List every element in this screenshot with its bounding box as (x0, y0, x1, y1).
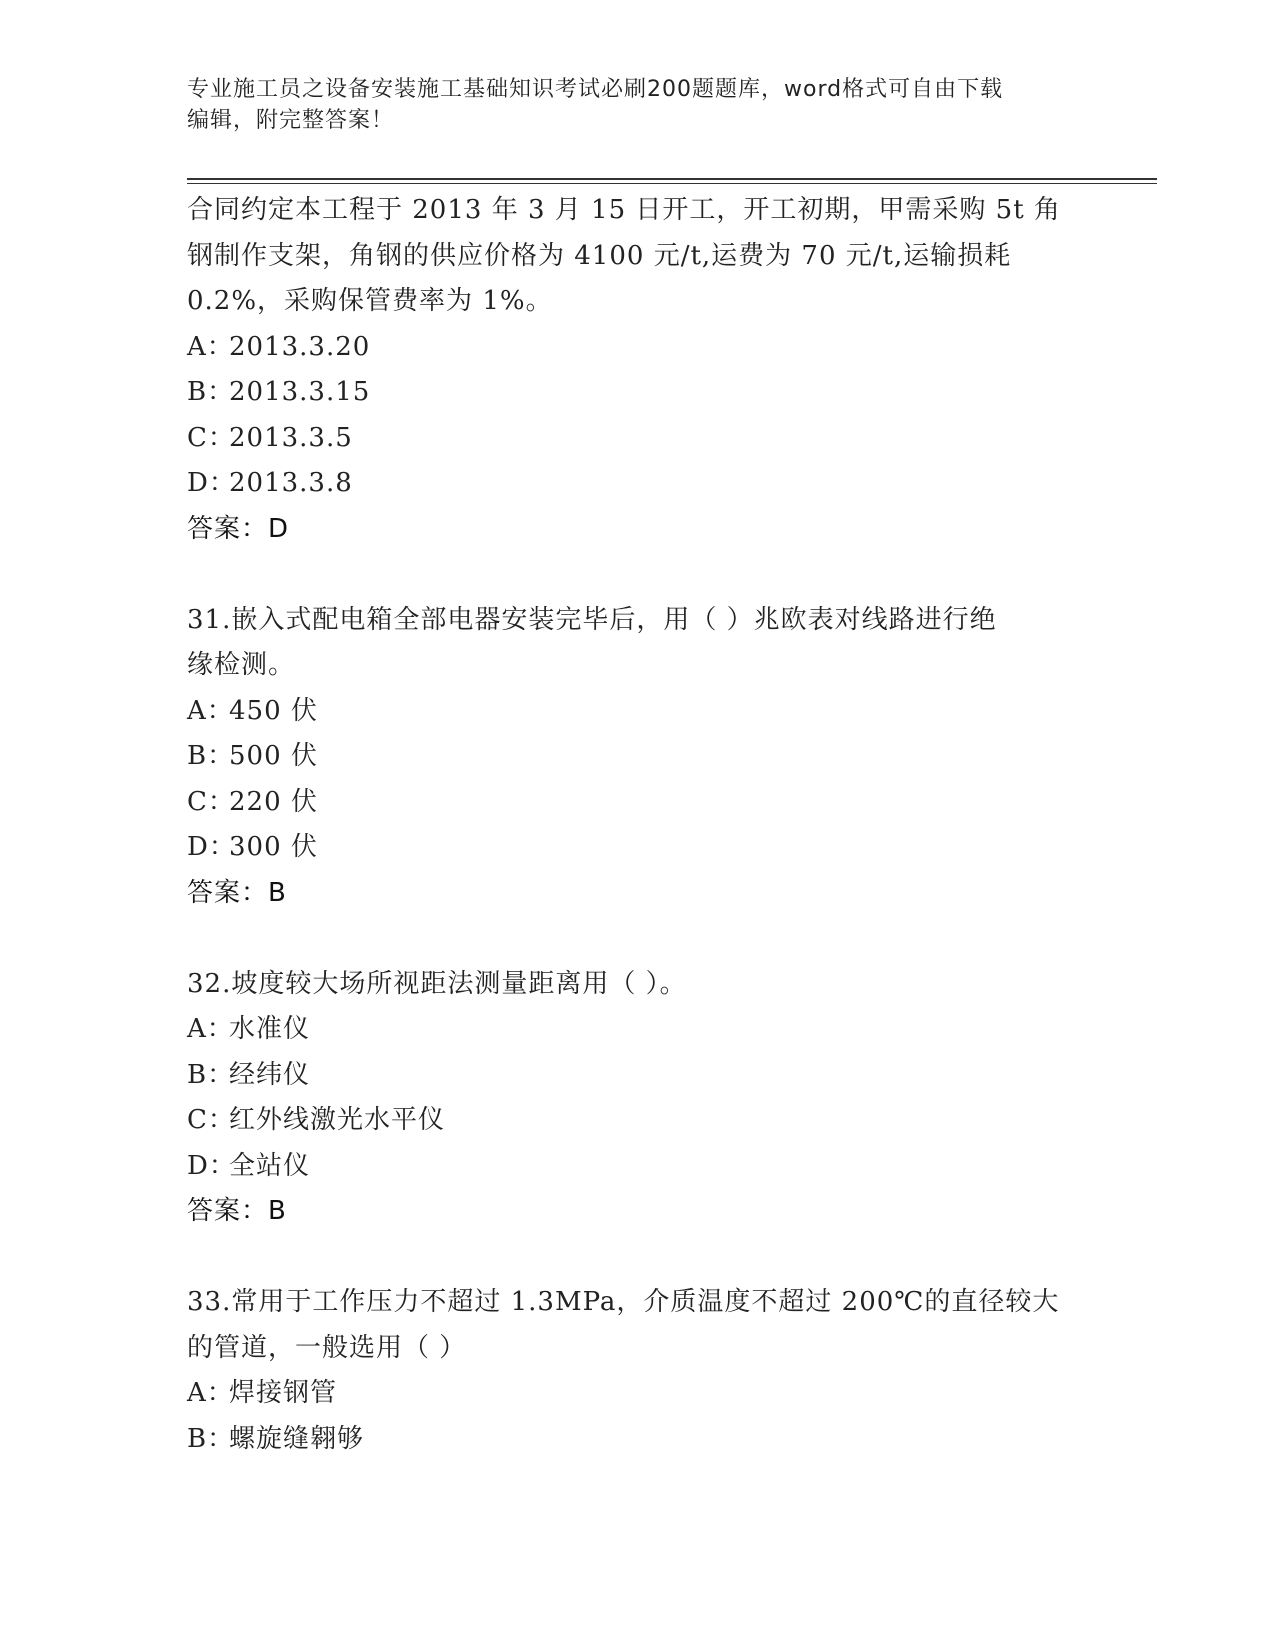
question-list (187, 188, 1087, 1462)
option-text: 220 伏 (229, 786, 318, 817)
option-b (187, 370, 1087, 416)
option-text: 全站仪 (229, 1150, 311, 1181)
option-b (187, 1053, 1087, 1099)
option-label: B： (187, 1423, 235, 1454)
option-label: C： (187, 1105, 235, 1135)
option-text: 2013.3.8 (229, 468, 353, 498)
option-d (187, 1144, 1087, 1190)
option-text: 螺旋缝翱够 (229, 1423, 365, 1454)
option-label: C： (187, 422, 235, 453)
option-c (187, 780, 1087, 826)
option-label: A： (187, 1378, 234, 1408)
question-stem-line: 的管道，一般选用（ ） (187, 1332, 467, 1363)
question-32 (187, 962, 1087, 1235)
header-rule-thick (187, 178, 1157, 180)
option-d (187, 461, 1087, 507)
header-rule-thin (187, 183, 1157, 184)
option-a (187, 1371, 1087, 1417)
option-label: B： (187, 1059, 235, 1090)
option-text: 焊接钢管 (229, 1378, 338, 1408)
option-label: D： (187, 468, 236, 498)
option-label: A： (187, 331, 234, 362)
option-d (187, 825, 1087, 871)
question-spacer (187, 916, 1087, 962)
option-label: A： (187, 1014, 234, 1044)
document-header (187, 74, 1087, 136)
question-stem-line: 缘检测。 (187, 650, 296, 680)
option-text: 经纬仪 (229, 1059, 311, 1090)
option-text: 2013.3.5 (229, 422, 353, 453)
option-text: 500 伏 (229, 741, 318, 771)
option-text: 300 伏 (229, 832, 318, 862)
question-stem-line: 32.坡度较大场所视距法测量距离用（ ）。 (187, 968, 687, 999)
option-text: 2013.3.20 (229, 331, 371, 362)
option-label: C： (187, 786, 235, 817)
option-text: 水准仪 (229, 1014, 311, 1044)
answer-line: 答案：B (187, 877, 287, 908)
option-text: 450 伏 (229, 695, 318, 726)
question-30 (187, 188, 1087, 552)
question-stem-line: 33.常用于工作压力不超过 1.3MPa，介质温度不超过 200℃的直径较大 (187, 1287, 1060, 1317)
option-label: D： (187, 1150, 236, 1181)
option-a (187, 689, 1087, 735)
option-text: 2013.3.15 (229, 377, 371, 407)
header-title-line-2: 编辑，附完整答案！ (187, 108, 395, 133)
question-31 (187, 598, 1087, 917)
question-stem-line: 0.2%，采购保管费率为 1%。 (187, 286, 553, 316)
question-stem-line: 31.嵌入式配电箱全部电器安装完毕后，用（ ）兆欧表对线路进行绝 (187, 604, 997, 635)
option-text: 红外线激光水平仪 (229, 1105, 446, 1135)
option-c (187, 416, 1087, 462)
option-label: D： (187, 832, 236, 862)
option-c (187, 1098, 1087, 1144)
option-label: B： (187, 377, 235, 407)
option-a (187, 1007, 1087, 1053)
question-33 (187, 1280, 1087, 1462)
question-stem-line: 钢制作支架，角钢的供应价格为 4100 元/t,运费为 70 元/t,运输损耗 (187, 240, 1012, 271)
option-b (187, 1417, 1087, 1463)
option-label: A： (187, 695, 234, 726)
question-stem-line: 合同约定本工程于 2013 年 3 月 15 日开工，开工初期，甲需采购 5t 角 (187, 195, 1061, 225)
answer-line: 答案：B (187, 1196, 287, 1226)
question-spacer (187, 1235, 1087, 1281)
answer-line: 答案：D (187, 513, 290, 544)
option-label: B： (187, 741, 235, 771)
header-title-line-1: 专业施工员之设备安装施工基础知识考试必刷200题题库，word格式可自由下载 (187, 77, 1004, 102)
option-a (187, 325, 1087, 371)
question-spacer (187, 552, 1087, 598)
option-b (187, 734, 1087, 780)
